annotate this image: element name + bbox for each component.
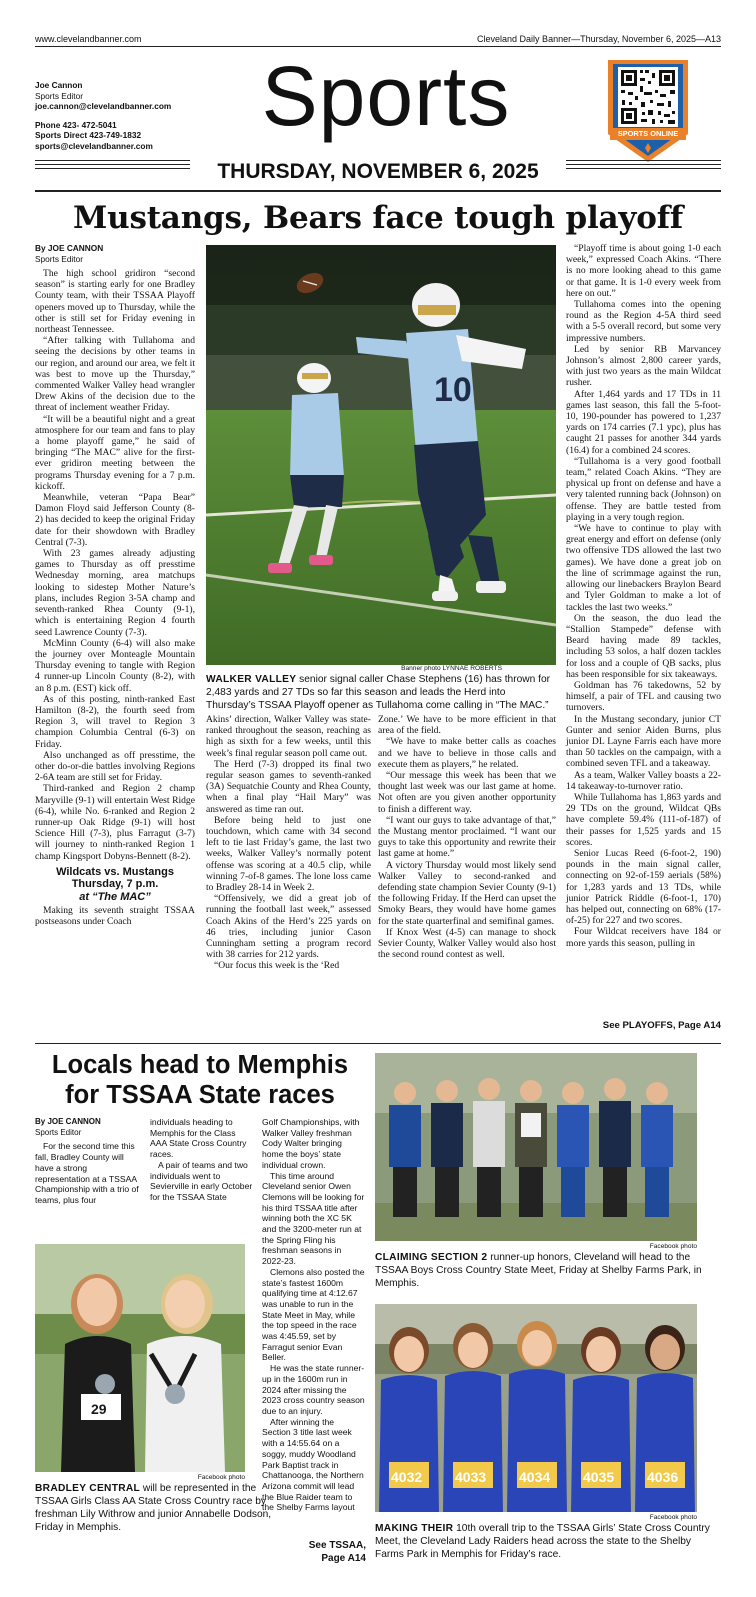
badge-label: SPORTS ONLINE — [617, 129, 679, 138]
bradley-central-photo — [35, 1244, 245, 1472]
bib-number: 4034 — [519, 1469, 551, 1485]
subhead-line: Thursday, 7 p.m. — [71, 878, 159, 891]
paragraph: A victory Thursday would most likely send Walker Valley to second-ranked and defending state champion Sevier County (9-1) the following Friday. If the Herd can upset the Smoky Bears, they would have home games for the state quarterfinal and semifinal games. — [378, 859, 556, 927]
story2-column-2 — [150, 1117, 254, 1203]
paragraph: Akins’ direction, Walker Valley was state-ranked throughout the season, reaching as high as sixth for a few weeks, until this week’s final regular season poll came out. — [206, 714, 371, 759]
headline-line: for TSSAA State races — [65, 1081, 335, 1109]
photo-caption — [206, 673, 556, 712]
issue-date: THURSDAY, NOVEMBER 6, 2025 — [217, 160, 539, 183]
bib-number: 4033 — [455, 1469, 487, 1485]
paragraph: “Our message this week has been that we thought last week was our last game at home. Not often are you given another opportunity to finish a different way. — [378, 770, 556, 815]
paragraph: Third-ranked and Region 2 champ Maryville (9-1) will entertain West Ridge (6-4), while No. 6-ranked and Region 2 runner-up Oak Ridge (9-1) will host Science Hill (7-3), plus Farragut (3-7) will journey to ninth-ranked Region 1 champ Kingsport Dobyns-Bennett (8-2). — [35, 783, 195, 862]
paragraph: Before being held to just one touchdown, which came with 34 second left to tie last Friday’s game, the last two weeks, Walker Valley’s normally potent offense was scoring at a 40.5 clip, while winning 7-of-8 games. The lone loss came to Bradley 28-14 in Week 2. — [206, 814, 371, 894]
story-divider — [35, 1043, 721, 1044]
qr-code-icon — [600, 56, 696, 166]
walker-valley-photo — [206, 245, 556, 665]
bib-number: 4032 — [391, 1469, 423, 1485]
paragraph: “We have to continue to play with great energy and effort on defense (only two offensive TDS allowed the last two games). We have done a great job on the line of scrimmage against the run, allowing our linebackers Braylon Beard and Tyler Goldman to make a lot of tackles the last two weeks.” — [566, 523, 721, 613]
paragraph: “Tullahoma is a very good football team,” related Coach Akins. “They are physical up front on defense and have a very talented running back (Johnson) on offense. They are battle tested from playing in a very tough region. — [566, 455, 721, 523]
paragraph: Tullahoma comes into the opening round as the Region 4-5A third seed with a 5-5 overall record, but some very impressive numbers. — [566, 299, 721, 344]
date-rule-left-3 — [35, 168, 190, 169]
paragraph: McMinn County (6-4) will also make the journey over Monteagle Mountain Thursday evening to tangle with Region 4 runner-up Lincoln County (8-2), with an 8 p.m. (EST) kick off. — [35, 637, 195, 694]
paragraph: “Offensively, we did a great job of running the football last week,” assessed Coach Akins of the Herd’s 225 yards on 46 tries, including junior Cason Cunningham setting a program record with 38 carries for 212 yards. — [206, 893, 371, 961]
football-photo-illustration — [206, 245, 556, 665]
girls-team-illustration — [375, 1304, 697, 1512]
paragraph: Clemons also posted the state’s fastest 1600m qualifying time at 4:12.67 was unable to run in the State Meet in May, while the top speed in the race was 4:45.59, set by Farragut senior Evan Beller. — [262, 1266, 365, 1363]
paragraph: Senior Lucas Reed (6-foot-2, 190) pounds in the main signal caller, connecting on 92-of-159 aerials (58%) for 1,283 yards and 13 TDs, while junior Patrick Riddle (6-foot-1, 170) has helped out, connecting on 68% (17-of-25) for 227 and two scores. — [566, 847, 721, 927]
story1-col1-text — [35, 268, 195, 862]
paragraph: The high school gridiron “second season” is starting early for one Bradley County team, with their TSSAA Playoff openers moved up to Thursday, while the other is still set for Friday evening in northeast Tennessee. — [35, 268, 195, 336]
story1-jump-link[interactable]: See PLAYOFFS, Page A14 — [602, 1020, 721, 1031]
paragraph: Four Wildcat receivers have 184 or more yards this season, pulling in — [566, 926, 721, 949]
paragraph: Meanwhile, veteran “Papa Bear” Damon Floyd said Jefferson County (8-2) has decided to keep the original Friday date for their showdown with Bradley Central (7-3). — [35, 492, 195, 548]
photo-credit: Banner photo LYNNAE ROBERTS — [401, 665, 502, 672]
masthead-rule — [35, 190, 721, 192]
editor-email[interactable]: joe.cannon@clevelandbanner.com — [35, 101, 172, 111]
photo-caption — [375, 1251, 721, 1290]
story1-column-4 — [566, 243, 721, 949]
editor-name: Joe Cannon — [35, 80, 83, 90]
date-rule-right-2 — [566, 164, 721, 165]
paragraph: While Tullahoma has 1,863 yards and 29 TDs on the ground, Wildcat QBs have complete 59.4% (111-of-187) of their passes for 1,525 yards and 15 scores. — [566, 791, 721, 848]
caption-text: runner-up honors, Cleveland will head to the TSSAA Boys Cross Country State Meet, Friday at Shelby Farms Park, in Memphis. — [375, 1252, 702, 1289]
paragraph: With 23 games already adjusting games to Thursday as off presstime Wednesday morning, area matchups looking to sidestep Mother Nature’s plans, includes Region 3-5A champ and seventh-ranked Rhea County (9-1), which is entertaining Region 4 fourth seed Lawrence County (7-3). — [35, 548, 195, 638]
sports-email[interactable]: sports@clevelandbanner.com — [35, 140, 153, 151]
paragraph: “It will be a beautiful night and a great atmosphere for our team and fans to play a home playoff game,” he said of bringing “The MAC” alive for the first-ever gridiron meeting between the programs Thursday evening for a 7 p.m. kickoff. — [35, 413, 195, 492]
date-rule-right-1 — [566, 160, 721, 161]
subhead-line: at “The MAC” — [79, 890, 151, 903]
story2-byline: By JOE CANNON — [35, 1117, 101, 1126]
paragraph: As a team, Walker Valley boasts a 22-14 takeaway-to-turnover ratio. — [566, 769, 721, 792]
website-url[interactable]: www.clevelandbanner.com — [35, 34, 142, 44]
story1-byline-title: Sports Editor — [35, 253, 83, 264]
jump-line[interactable]: See TSSAA, — [308, 1540, 366, 1551]
girls-team-photo — [375, 1304, 697, 1512]
caption-lead: BRADLEY CENTRAL — [35, 1483, 141, 1494]
paragraph: As of this posting, ninth-ranked East Hamilton (8-2), the fourth seed from Region 3, will travel to Region 3 champion Columbia Central (6-3) on Friday. — [35, 693, 195, 750]
caption-lead: WALKER VALLEY — [206, 674, 297, 685]
paragraph: Goldman has 76 takedowns, 52 by himself, a pair of TFL and causing two turnovers. — [566, 679, 721, 714]
runners-photo-illustration — [35, 1244, 245, 1472]
photo-credit: Facebook photo — [649, 1514, 697, 1521]
paragraph: In the Mustang secondary, junior CT Gunter and senior Aiden Burns, plus junior DL Layne Farris each have more than 50 tackles on the campaign, with a combined seven TFL and a takeaway. — [566, 713, 721, 770]
caption-text: 10th overall trip to the TSSAA Girls’ State Cross Country Meet, the Cleveland Lady Raiders head across the state to the Shelby Farms Park in Memphis for Friday’s race. — [375, 1523, 710, 1560]
story1-column-3 — [378, 714, 556, 960]
paragraph: After 1,464 yards and 17 TDs in 11 games last season, this fall the 5-foot-10, 190-pounder has powered to 1,237 yards on 174 carries (7.1 ypc), plus has caught 21 passes for another 344 yards (16.4) for a combined 24 scores. — [566, 388, 721, 456]
bib-number: 4036 — [647, 1469, 679, 1485]
bib-number: 29 — [91, 1401, 107, 1417]
date-rule-right-3 — [566, 168, 721, 169]
paragraph: On the season, the duo lead the “Stallion Stampede” defense with Beard having made 89 tackles, including 53 solos, a half dozen tackles for loss and a couple of QB sacks, plus has been responsible for six takeaways. — [566, 612, 721, 680]
paragraph: Golf Championships, with Walker Valley freshman Cody Walter bringing home the boys’ state individual crown. — [262, 1117, 360, 1170]
bib-number: 4035 — [583, 1469, 615, 1485]
sports-direct-number: Sports Direct 423-749-1832 — [35, 130, 142, 140]
story2-column-3 — [262, 1117, 365, 1513]
headline-line: Locals head to Memphis — [51, 1051, 349, 1079]
paragraph: individuals heading to Memphis for the Class AAA State Cross Country races. — [150, 1117, 247, 1160]
paragraph: After winning the Section 3 title last week with a 14:55.64 on a soggy, muddy Woodland Park Baptist track in Chattanooga, the Northern Arizona commit will lead the Blue Raider team to the Shelby Farms layout — [262, 1416, 364, 1513]
caption-lead: CLAIMING SECTION 2 — [375, 1252, 488, 1263]
story2-headline — [35, 1050, 365, 1110]
section-title: Sports — [261, 49, 511, 143]
top-rule — [35, 46, 721, 47]
photo-caption — [35, 1482, 283, 1534]
story1-headline: Mustangs, Bears face tough playoff — [72, 200, 683, 236]
paragraph: A pair of teams and two individuals went to Sevierville in early October for the TSSAA State — [150, 1159, 253, 1202]
editor-title: Sports Editor — [35, 90, 83, 101]
sports-online-badge[interactable] — [600, 56, 696, 166]
paragraph: “Playoff time is about going 1-0 each week,” expressed Coach Akins. “There is no more looking ahead to this game or that game. It is 1-0 every week from here on out.” — [566, 243, 721, 299]
paragraph: “After talking with Tullahoma and seeing the decisions by other teams in our region, and around our area, we felt it was best to move up the Thursday,” commented Walker Valley head wrangler Drew Akins of the decision due to the threat of inclement weather Friday. — [35, 335, 195, 414]
story2-byline-title: Sports Editor — [35, 1127, 82, 1137]
jump-line[interactable]: Page A14 — [321, 1552, 366, 1564]
paragraph: “We have to make better calls as coaches and we have to believe in those calls and execute them as players,” he related. — [378, 736, 556, 770]
story1-subhead — [35, 866, 195, 904]
photo-credit: Facebook photo — [649, 1243, 697, 1250]
paragraph: “I want our guys to take advantage of that,” the Mustang mentor proclaimed. “I want our guys to take this opportunity and rewrite their last game at home.” — [378, 814, 556, 860]
page-folio: Cleveland Daily Banner—Thursday, November 6, 2025—A13 — [477, 34, 721, 44]
jersey-number: 10 — [434, 371, 472, 409]
paragraph: “Our focus this week is the ‘Red — [214, 960, 340, 972]
paragraph: Led by senior RB Marvancey Johnson’s almost 2,800 career yards, with just two years as the main Wildcat rusher. — [566, 343, 721, 389]
story1-column-1 — [35, 243, 195, 928]
date-rule-left-2 — [35, 164, 190, 165]
paragraph: If Knox West (4-5) can manage to shock Sevier County, Walker Valley would also host the second round contest as well. — [378, 926, 556, 961]
photo-caption — [375, 1522, 721, 1561]
caption-text: will be represented in the TSSAA Girls Class AA State Cross Country race by freshman Lily Withrow and junior Annabelle Dodson, Friday in Memphis. — [35, 1483, 272, 1533]
paragraph: For the second time this fall, Bradley County will have a strong representation at a TSSAA Championship with a trio of teams, plus four — [35, 1141, 139, 1205]
team-photo-illustration — [375, 1053, 697, 1241]
paragraph: He was the state runner-up in the 1600m run in 2024 after missing the 2023 cross country season due to an injury. — [262, 1363, 365, 1416]
story2-column-1 — [35, 1117, 139, 1206]
paragraph: This time around Cleveland senior Owen Clemons will be looking for his third TSSAA title after winning both the XC 5K and the 3200-meter run at the Spring Fling his freshman seasons in 2022-23. — [262, 1170, 365, 1267]
story2-jump-link[interactable] — [290, 1540, 366, 1565]
story1-column-2 — [206, 714, 371, 972]
phone-number: Phone 423- 472-5041 — [35, 119, 117, 130]
caption-text: senior signal caller Chase Stephens (16) has thrown for 2,483 yards and 27 TDs so far this season and leads the Herd into Thursday’s TSSAA Playoff opener as Tullahoma come calling in “The MAC.” — [206, 674, 551, 711]
paragraph: The Herd (7-3) dropped its final two regular season games to seventh-ranked (3A) Sequatchie County and Rhea County, when a final play “Hail Mary” was answered as time ran out. — [206, 758, 371, 815]
boys-team-photo — [375, 1053, 697, 1241]
paragraph: Making its seventh straight TSSAA postseasons under Coach — [35, 905, 195, 928]
subhead-line: Wildcats vs. Mustangs — [56, 865, 174, 878]
paragraph: Also unchanged as off presstime, the other do-or-die battles involving Regions 2-6A team are still set for Friday. — [35, 749, 195, 784]
caption-lead: MAKING THEIR — [375, 1523, 454, 1534]
story1-byline: By JOE CANNON — [35, 243, 104, 253]
contact-block — [35, 80, 205, 151]
paragraph: Zone.’ We have to be more efficient in that area of the field. — [378, 714, 556, 737]
photo-credit: Facebook photo — [197, 1474, 245, 1481]
date-rule-left-1 — [35, 160, 190, 161]
